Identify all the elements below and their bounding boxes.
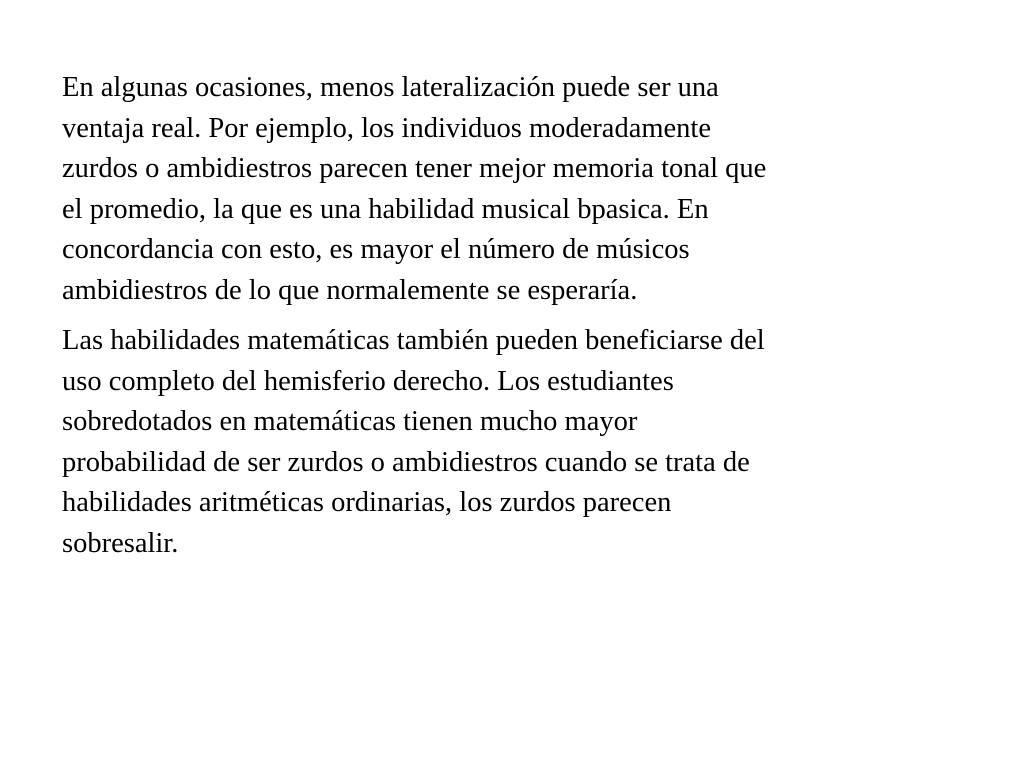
text-line: el promedio, la que es una habilidad musical bpasica. En xyxy=(62,193,709,225)
text-line: sobresalir. xyxy=(62,527,179,559)
paragraph-musical-laterality xyxy=(62,68,942,311)
text-line: concordancia con esto, es mayor el número de músicos xyxy=(62,234,690,265)
text-line: ventaja real. Por ejemplo, los individuos moderadamente xyxy=(62,112,711,144)
slide-body xyxy=(62,68,942,564)
text-line: En algunas ocasiones, menos lateralización puede ser una xyxy=(62,72,719,103)
text-line: uso completo del hemisferio derecho. Los estudiantes xyxy=(62,365,674,397)
text-line: sobredotados en matemáticas tienen mucho mayor xyxy=(62,406,638,437)
text-line: ambidiestros de lo que normalemente se esperaría. xyxy=(62,274,638,306)
paragraph-math-abilities xyxy=(62,321,942,564)
text-line: zurdos o ambidiestros parecen tener mejor memoria tonal que xyxy=(62,153,767,184)
text-line: Las habilidades matemáticas también pueden beneficiarse del xyxy=(62,325,765,356)
text-line: habilidades aritméticas ordinarias, los zurdos parecen xyxy=(62,487,672,518)
text-line: probabilidad de ser zurdos o ambidiestros cuando se trata de xyxy=(62,446,750,478)
